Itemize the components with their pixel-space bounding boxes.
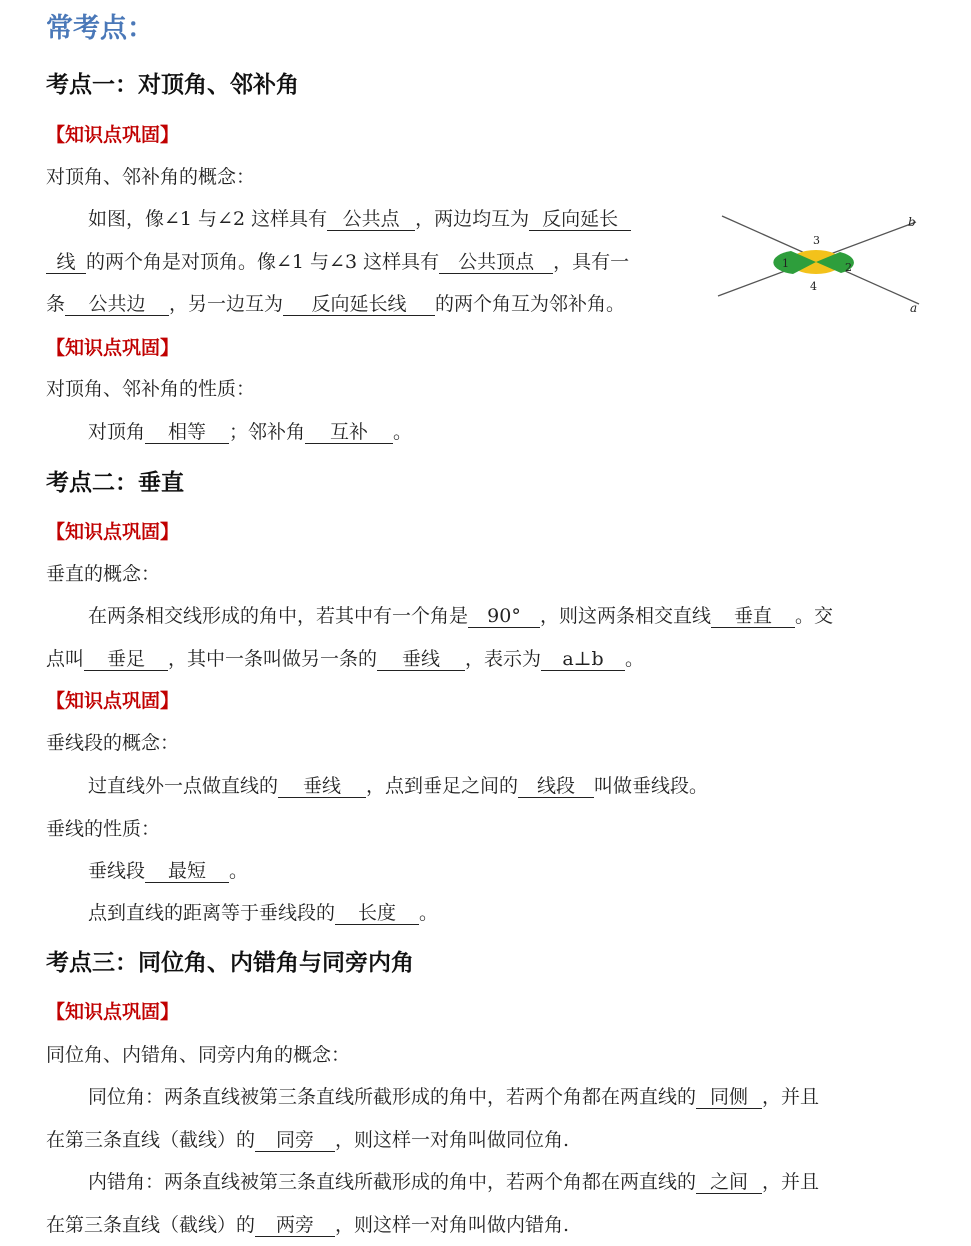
line-label-a: a [910, 301, 918, 315]
page-title: 常考点： [46, 13, 154, 44]
answer-blank: 90° [468, 607, 540, 628]
text-run: ，则这样一对角叫做同位角. [335, 1129, 570, 1151]
answer-blank: 同侧 [696, 1088, 762, 1109]
text-run: 。交 [795, 605, 834, 627]
angle-label-1: 1 [782, 257, 789, 270]
text-run: ，另一边互为 [169, 293, 284, 315]
text-run: ；邻补角 [229, 421, 306, 443]
paragraph-line [88, 601, 833, 628]
answer-blank: 垂直 [711, 607, 795, 628]
text-run: ，则这样一对角叫做内错角. [335, 1214, 570, 1236]
paragraph-line [46, 1210, 569, 1237]
text-run: 如图，像∠1 与∠2 这样具有 [88, 208, 328, 230]
answer-blank: 公共顶点 [439, 253, 553, 274]
answer-blank: 之间 [696, 1173, 762, 1194]
answer-blank: 同旁 [255, 1131, 335, 1152]
answer-blank: 反向延长线 [283, 295, 435, 316]
answer-blank: 线段 [518, 777, 594, 798]
section-heading-2: 考点二：垂直 [46, 470, 184, 496]
answer-blank: 公共点 [327, 210, 415, 231]
paragraph-line [46, 289, 625, 316]
paragraph-line [46, 247, 629, 274]
text-run: ，其中一条叫做另一条的 [168, 648, 378, 670]
paragraph-line [88, 898, 438, 925]
section-heading-3: 考点三：同位角、内错角与同旁内角 [46, 950, 414, 976]
answer-blank: 相等 [145, 423, 229, 444]
answer-blank: 长度 [335, 904, 419, 925]
concept-title: 同位角、内错角、同旁内角的概念： [46, 1044, 351, 1066]
paragraph-line [88, 204, 631, 231]
answer-blank: 垂线 [377, 650, 465, 671]
angle-label-4: 4 [810, 280, 817, 293]
intersecting-lines-figure [714, 208, 934, 318]
knowledge-tag: 【知识点巩固】 [46, 124, 180, 146]
paragraph-line [46, 1125, 569, 1152]
angle-label-3: 3 [813, 234, 820, 247]
paragraph-line [88, 771, 708, 798]
text-run: 。 [625, 648, 645, 670]
segment-title: 垂线段的概念： [46, 732, 180, 754]
text-run: 点到直线的距离等于垂线段的 [88, 902, 336, 924]
text-run: 对顶角 [88, 421, 146, 443]
text-run: ，点到垂足之间的 [366, 775, 519, 797]
answer-blank: a⊥b [541, 650, 625, 671]
text-run: 在第三条直线（截线）的 [46, 1214, 256, 1236]
knowledge-tag: 【知识点巩固】 [46, 521, 180, 543]
section-heading-1: 考点一：对顶角、邻补角 [46, 72, 299, 98]
text-run: 过直线外一点做直线的 [88, 775, 279, 797]
line-label-b: b [908, 215, 916, 229]
angle-label-2: 2 [845, 261, 852, 274]
property-title: 垂线的性质： [46, 818, 161, 840]
text-run: ，具有一 [553, 251, 630, 273]
knowledge-tag: 【知识点巩固】 [46, 690, 180, 712]
text-run: 。 [229, 860, 249, 882]
text-run: 叫做垂线段。 [594, 775, 709, 797]
answer-blank: 互补 [305, 423, 393, 444]
answer-blank: 最短 [145, 862, 229, 883]
answer-blank: 垂足 [84, 650, 168, 671]
text-run: 。 [393, 421, 413, 443]
text-run: 条 [46, 293, 66, 315]
text-run: ，两边均互为 [415, 208, 530, 230]
knowledge-tag: 【知识点巩固】 [46, 337, 180, 359]
concept-title: 垂直的概念： [46, 563, 161, 585]
text-run: 的两个角互为邻补角。 [435, 293, 626, 315]
property-title: 对顶角、邻补角的性质： [46, 378, 256, 400]
answer-blank: 反向延长 [529, 210, 631, 231]
text-run: ，则这两条相交直线 [540, 605, 712, 627]
text-run: 内错角：两条直线被第三条直线所截形成的角中，若两个角都在两直线的 [88, 1171, 697, 1193]
answer-blank: 两旁 [255, 1216, 335, 1237]
knowledge-tag: 【知识点巩固】 [46, 1001, 180, 1023]
text-run: ，并且 [762, 1086, 820, 1108]
paragraph-line [88, 1167, 819, 1194]
text-run: ，并且 [762, 1171, 820, 1193]
paragraph-line [46, 644, 644, 671]
text-run: ，表示为 [465, 648, 542, 670]
paragraph-line [88, 856, 248, 883]
answer-blank: 垂线 [278, 777, 366, 798]
paragraph-line [88, 1082, 819, 1109]
text-run: 垂线段 [88, 860, 146, 882]
answer-blank: 公共边 [65, 295, 169, 316]
text-run: 在两条相交线形成的角中，若其中有一个角是 [88, 605, 469, 627]
concept-title: 对顶角、邻补角的概念： [46, 166, 256, 188]
text-run: 。 [419, 902, 439, 924]
text-run: 在第三条直线（截线）的 [46, 1129, 256, 1151]
text-run: 的两个角是对顶角。像∠1 与∠3 这样具有 [86, 251, 440, 273]
paragraph-line [88, 417, 412, 444]
text-run: 同位角：两条直线被第三条直线所截形成的角中，若两个角都在两直线的 [88, 1086, 697, 1108]
answer-blank: 线 [46, 253, 86, 274]
text-run: 点叫 [46, 648, 85, 670]
